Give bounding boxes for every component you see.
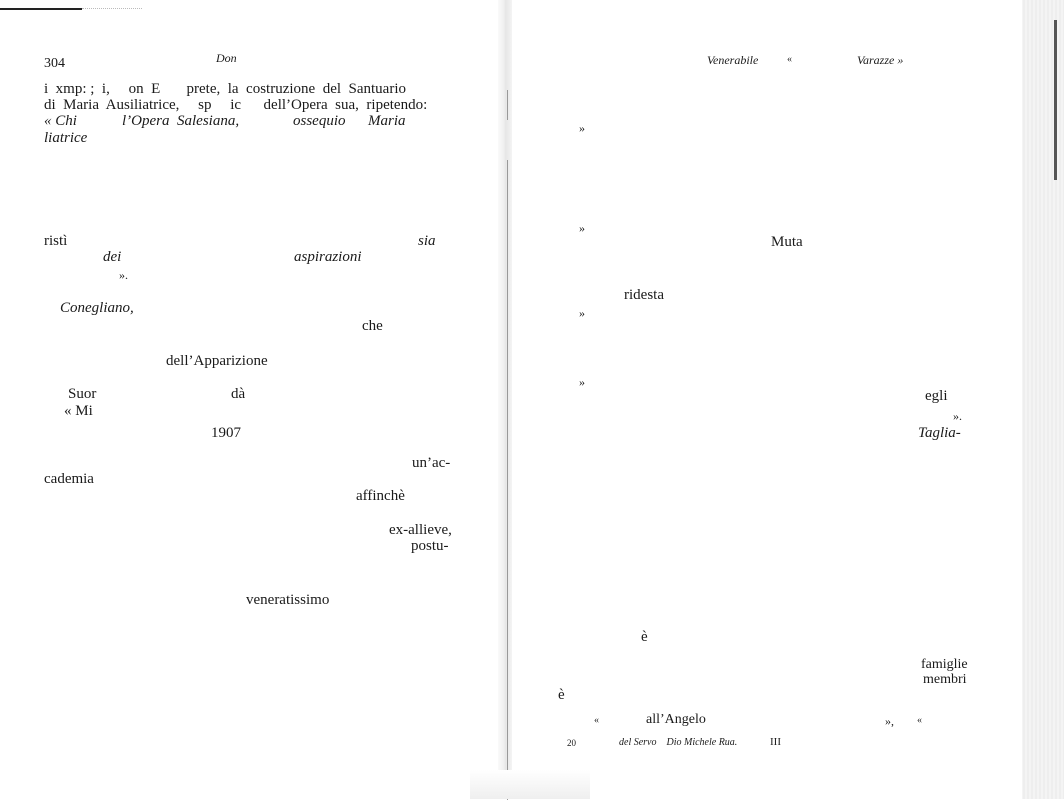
- text-fragment: ridesta: [624, 287, 664, 303]
- text-fragment: aspirazioni: [294, 249, 362, 265]
- running-head: Venerabile: [707, 53, 759, 67]
- text-fragment: all’Angelo: [646, 712, 706, 727]
- text-fragment: ».: [953, 409, 962, 423]
- text-fragment: «: [917, 715, 922, 726]
- text-fragment: Taglia-: [918, 425, 961, 441]
- text-fragment: «: [594, 715, 599, 726]
- text-fragment: dell’Apparizione: [166, 353, 268, 369]
- text-fragment: è: [641, 629, 648, 645]
- text-fragment: »,: [885, 714, 894, 728]
- running-head: «: [787, 54, 792, 65]
- text-fragment: ossequio: [293, 113, 346, 129]
- text-fragment: ».: [119, 268, 128, 282]
- text-fragment: postu-: [411, 538, 449, 554]
- running-head: Don: [216, 51, 237, 65]
- text-fragment: Suor: [68, 386, 97, 402]
- signature-mark: 20: [567, 738, 576, 748]
- text-fragment: ex-allieve,: [389, 522, 452, 538]
- book-gutter: [498, 0, 512, 799]
- gutter-line: [507, 90, 508, 120]
- text-fragment: »: [579, 375, 585, 389]
- text-line: i xmp: ; i, on E prete, la costruzione del Santuario: [44, 81, 407, 97]
- text-fragment: cademia: [44, 471, 94, 487]
- text-fragment: « Mi: [64, 403, 93, 419]
- text-fragment: affinchè: [356, 488, 405, 504]
- top-rule-faint: [82, 8, 142, 10]
- page-edge-shadow: [1054, 20, 1057, 180]
- text-fragment: egli: [925, 388, 948, 404]
- text-fragment: che: [362, 318, 383, 334]
- text-fragment: ristì: [44, 233, 68, 249]
- text-fragment: è: [558, 687, 565, 703]
- text-fragment: Conegliano,: [60, 300, 134, 316]
- running-head: Varazze »: [857, 53, 904, 67]
- text-fragment: veneratissimo: [246, 592, 330, 608]
- gutter-bottom-shadow: [470, 770, 590, 799]
- text-line: di Maria Ausiliatrice, sp ic dell’Opera sua, ripetendo:: [44, 97, 428, 113]
- text-fragment: un’ac-: [412, 455, 451, 471]
- text-fragment: « Chi: [44, 113, 77, 129]
- text-fragment: »: [579, 121, 585, 135]
- right-page: [505, 0, 1064, 799]
- text-fragment: membri: [923, 672, 967, 687]
- text-fragment: sia: [418, 233, 436, 249]
- text-fragment: l’Opera Salesiana,: [122, 113, 240, 129]
- text-fragment: 1907: [211, 425, 241, 441]
- gutter-line: [507, 160, 508, 800]
- top-rule: [0, 8, 82, 10]
- volume-mark: III: [770, 736, 781, 748]
- text-fragment: »: [579, 221, 585, 235]
- text-fragment: Muta: [771, 234, 803, 250]
- footer-title: del Servo Dio Michele Rua.: [619, 737, 738, 748]
- text-fragment: dà: [231, 386, 246, 402]
- text-fragment: liatrice: [44, 130, 88, 146]
- text-fragment: Maria: [368, 113, 406, 129]
- text-fragment: famiglie: [921, 657, 968, 672]
- page-number: 304: [44, 56, 65, 71]
- page-edge: [1022, 0, 1064, 799]
- text-fragment: »: [579, 306, 585, 320]
- text-fragment: dei: [103, 249, 122, 265]
